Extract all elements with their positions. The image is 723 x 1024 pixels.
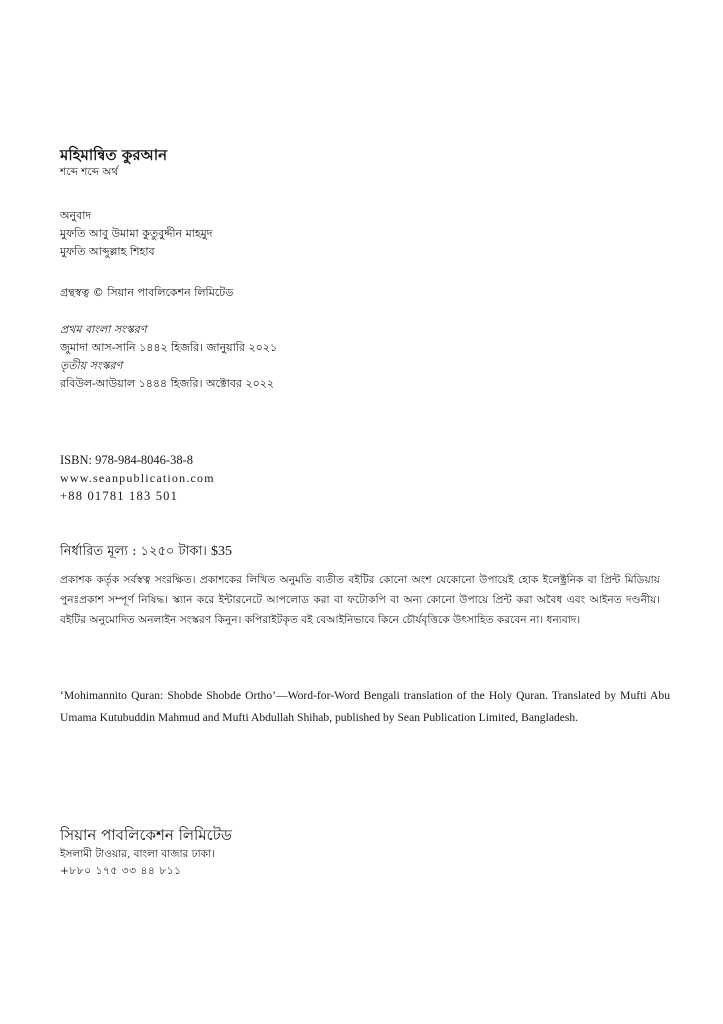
publisher-phone: +৮৮০ ১৭৫ ৩৩ ৪৪ ৮১১ <box>60 865 182 877</box>
translation-credits <box>60 207 213 261</box>
publisher-block <box>60 824 232 880</box>
edition-1-label: প্রথম বাংলা সংস্করণ <box>60 323 147 336</box>
imprint-page <box>60 0 670 1024</box>
price-label: নির্ধারিত মূল্য : ১২৫০ টাকা। <box>60 544 212 559</box>
book-subtitle: শব্দে শব্দে অর্থ <box>60 166 119 178</box>
translator-1: মুফতি আবু উমামা কুতুবুদ্দীন মাহমুদ <box>60 227 213 240</box>
copyright-line: গ্রন্থস্বত্ব © সিয়ান পাবলিকেশন লিমিটেড <box>60 286 234 299</box>
publisher-name: সিয়ান পাবলিকেশন লিমিটেড <box>60 826 232 844</box>
english-description: ‘Mohimannito Quran: Shobde Shobde Ortho’—Word-for-Word Bengali translation of the Holy Quran. Translated by Mufti Abu Umama Kutubuddin Mahmud and Mufti Abdullah Shihab, published by Sean Publication Limited, Bangladesh. <box>60 689 670 724</box>
rights-notice: প্রকাশক কর্তৃক সর্বস্বত্ব সংরক্ষিত। প্রকাশকের লিখিত অনুমতি ব্যতীত বইটির কোনো অংশ যেকোনো উপায়েই হোক ইলেক্ট্রনিক বা প্রিন্ট মিডিয়ায় পুনঃপ্রকাশ সম্পূর্ণ নিষিদ্ধ। স্ক্যান করে ইন্টারনেটে আপলোড করা বা ফটোকপি বা অন্য কোনো উপায়ে প্রিন্ট করা অবৈধ এবং আইনত দণ্ডনীয়। বইটির অনুমোদিত অনলাইন সংস্করণ কিনুন। কপিরাইটকৃত বই বেআইনিভাবে কিনে চৌর্যবৃত্তিকে উৎসাহিত করবেন না। ধন্যবাদ। <box>60 574 660 626</box>
edition-1-date: জুমাদা আস-সানি ১৪৪২ হিজরি। জানুয়ারি ২০২১ <box>60 341 278 354</box>
publisher-address: ইসলামী টাওয়ার, বাংলা বাজার ঢাকা। <box>60 848 215 860</box>
price-line <box>60 542 232 562</box>
translator-2: মুফতি আব্দুল্লাহ শিহাব <box>60 245 155 258</box>
isbn: ISBN: 978-984-8046-38-8 <box>60 453 193 467</box>
phone-number: +88 01781 183 501 <box>60 489 179 503</box>
website: www.seanpublication.com <box>60 471 215 485</box>
translation-heading: অনুবাদ <box>60 209 92 222</box>
copyright-block <box>60 284 233 302</box>
price-block <box>60 542 232 562</box>
title-block <box>60 145 167 180</box>
book-title: মহিমান্বিত কুরআন <box>60 146 168 164</box>
edition-2-date: রবিউল-আউয়াল ১৪৪৪ হিজরি। অক্টোবর ২০২২ <box>60 377 275 390</box>
edition-2-label: তৃতীয় সংস্করণ <box>60 359 123 372</box>
editions-block <box>60 321 277 393</box>
price-usd: $35 <box>211 544 233 559</box>
contact-block <box>60 451 215 505</box>
